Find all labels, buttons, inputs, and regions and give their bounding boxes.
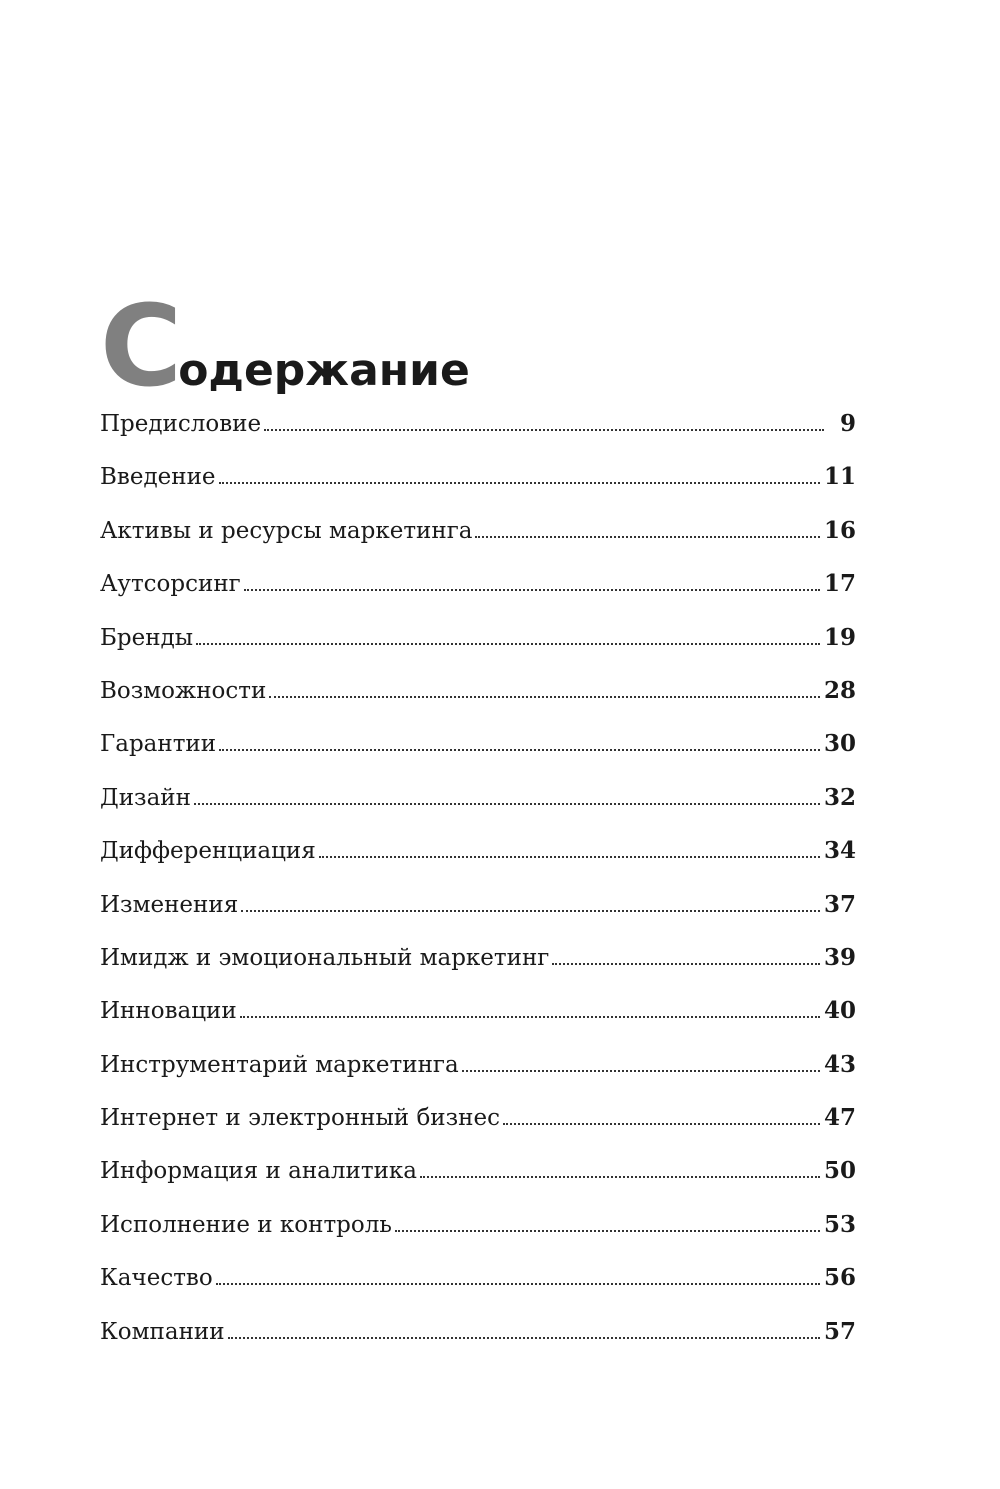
dot-leader [269,696,820,698]
page-title-text: одержание [178,345,470,397]
toc-entry-page: 56 [823,1264,856,1292]
toc-entry-page: 53 [823,1210,856,1238]
toc-entry [100,837,856,890]
toc-entry [100,1264,856,1317]
toc-entry [100,944,856,997]
toc-entry-title: Исполнение и контроль [100,1211,392,1238]
toc-entry-page: 47 [823,1104,856,1132]
toc-entry-title: Предисловие [100,411,262,437]
dot-leader [462,1070,820,1072]
toc-entry-title: Аутсорсинг [100,571,241,598]
toc-entry [100,997,856,1050]
toc-entry-title: Введение [100,464,216,491]
toc-entry-title: Изменения [100,891,239,918]
toc-entry [100,677,856,730]
toc-entry-title: Гарантии [100,731,217,758]
toc-entry [100,784,856,837]
table-of-contents [100,410,856,1371]
toc-entry-page: 50 [823,1157,856,1185]
toc-entry [100,730,856,783]
toc-entry [100,1104,856,1157]
dot-leader [219,749,820,751]
toc-entry-page: 9 [839,410,856,437]
toc-entry-page: 43 [823,1050,856,1078]
page-title [100,282,470,413]
toc-entry-title: Инструментарий маркетинга [100,1051,459,1078]
dot-leader [552,963,820,965]
drop-cap: С [100,282,179,413]
toc-entry-title: Компании [100,1318,225,1345]
toc-entry-title: Дифференциация [100,838,316,865]
toc-entry [100,1318,856,1371]
toc-entry-page: 19 [823,623,856,651]
toc-entry [100,410,856,463]
toc-entry [100,624,856,677]
toc-entry-page: 39 [823,943,856,971]
toc-entry [100,1157,856,1210]
toc-entry-page: 40 [823,997,856,1025]
toc-entry-title: Бренды [100,624,194,651]
toc-entry-title: Дизайн [100,784,191,811]
dot-leader [503,1123,820,1125]
toc-entry [100,891,856,944]
toc-entry-page: 34 [823,837,856,865]
toc-entry-page: 30 [823,730,856,758]
dot-leader [219,482,820,484]
toc-entry-page: 16 [823,516,856,544]
dot-leader [319,856,820,858]
dot-leader [244,589,820,591]
toc-entry-page: 37 [823,890,856,918]
dot-leader [216,1283,820,1285]
toc-entry [100,570,856,623]
dot-leader [240,1016,820,1018]
toc-entry-title: Интернет и электронный бизнес [100,1105,500,1132]
dot-leader [420,1176,820,1178]
toc-entry [100,1211,856,1264]
dot-leader [395,1230,820,1232]
dot-leader [475,536,820,538]
dot-leader [196,643,820,645]
toc-entry-page: 28 [823,676,856,704]
toc-entry-page: 57 [823,1317,856,1345]
toc-entry-title: Имидж и эмоциональный маркетинг [100,944,550,971]
toc-entry-title: Активы и ресурсы маркетинга [100,517,473,544]
toc-entry [100,1051,856,1104]
toc-entry-title: Возможности [100,677,267,704]
toc-entry [100,517,856,570]
dot-leader [241,910,820,912]
toc-entry-page: 32 [823,783,856,811]
toc-entry-title: Качество [100,1265,213,1292]
toc-entry-title: Информация и аналитика [100,1158,417,1185]
toc-entry-page: 11 [823,463,856,491]
dot-leader [228,1337,820,1339]
toc-entry-page: 17 [823,570,856,598]
toc-entry-title: Инновации [100,998,237,1025]
dot-leader [264,429,824,431]
dot-leader [194,803,820,805]
toc-entry [100,463,856,516]
